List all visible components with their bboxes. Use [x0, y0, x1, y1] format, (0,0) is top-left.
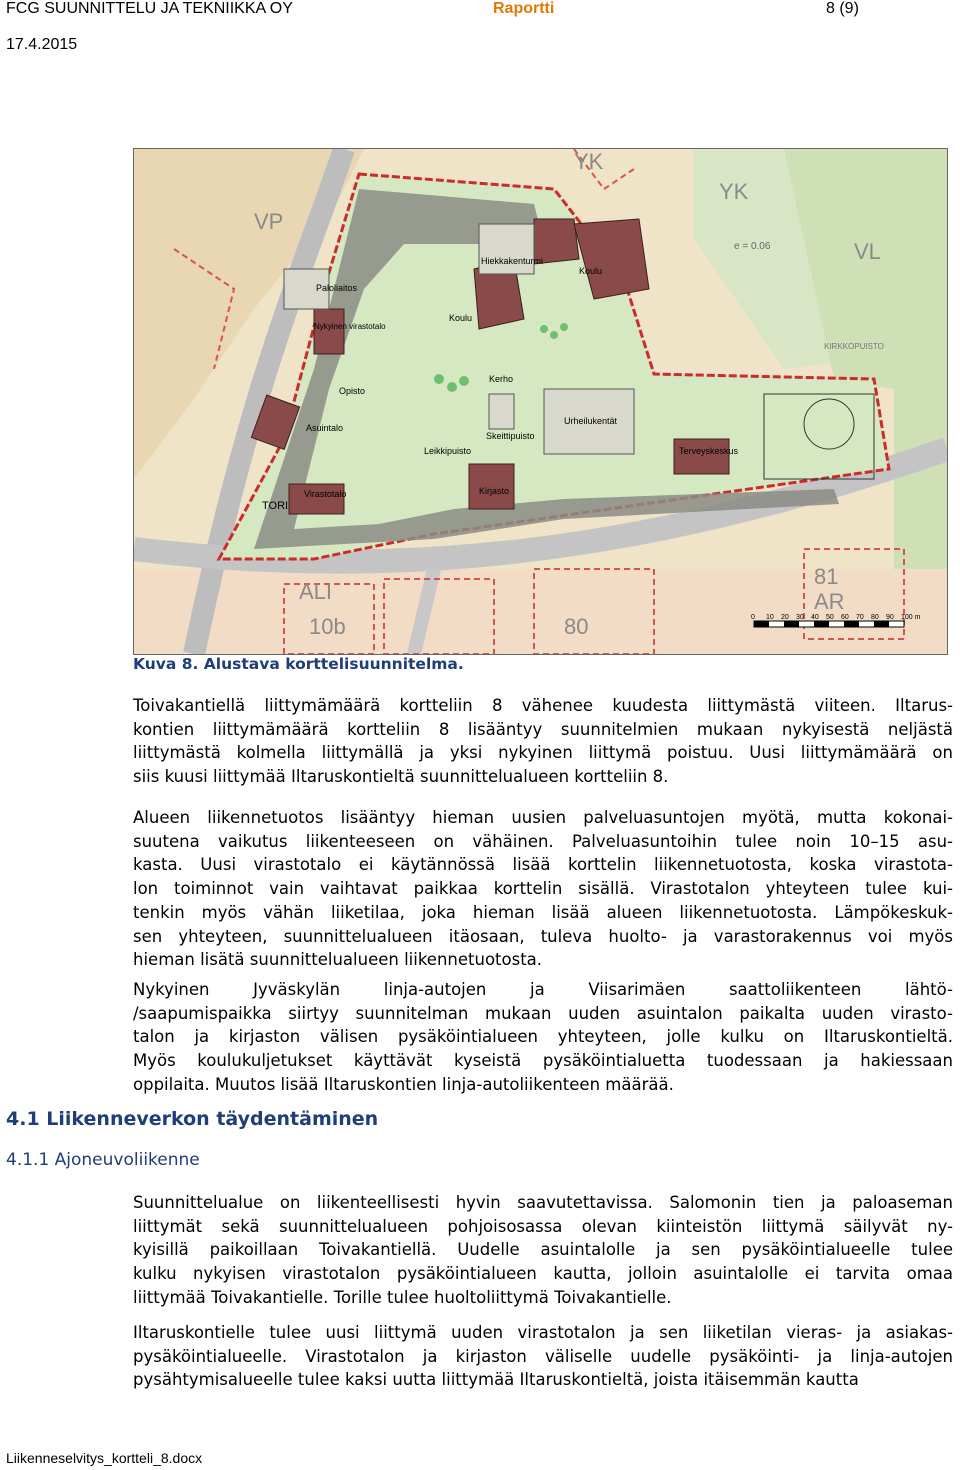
footer-filename: Liikenneselvitys_kortteli_8.docx	[6, 1450, 203, 1466]
map-label-ar: AR	[814, 589, 845, 614]
paragraph-1	[133, 694, 953, 789]
paragraph-line: Myös koulukuljetukset käyttävät kyseistä pysäköintialuetta tuodessaan ja hakiessaan	[133, 1051, 953, 1071]
map-label-koulu-2: Koulu	[449, 313, 473, 323]
map-label-nykyinen-virastotalo: Nykyinen virastotalo	[314, 322, 386, 331]
paragraph-line: Toivakantiellä liittymämäärä kortteliin 8 vähenee kuudesta liittymästä viiteen. Iltarus-	[133, 696, 953, 715]
scale-tick-label: 50	[826, 614, 834, 621]
header-date: 17.4.2015	[6, 36, 78, 53]
paragraph-line: talon ja kirjaston välisen pysäköintialueen yhteyteen, jolle kulku on Iltaruskontieltä.	[133, 1027, 953, 1047]
map-label-kirjasto: Kirjasto	[479, 486, 510, 496]
scale-tick-label: 10	[766, 614, 774, 621]
section-heading-4-1-1: 4.1.1 Ajoneuvoliikenne	[6, 1150, 200, 1170]
map-label-asuintalo: Asuintalo	[306, 423, 344, 433]
paragraph-3	[133, 978, 953, 1097]
map-label-80: 80	[564, 614, 589, 639]
map-label-leikkipuisto: Leikkipuisto	[424, 446, 472, 456]
scale-tick-label: 30	[796, 614, 804, 621]
scale-tick-label: 70	[856, 614, 864, 621]
paragraph-2	[133, 806, 953, 972]
paragraph-line: tenkin myös vähän liiketilaa, joka hieman lisää alueen liikennetuotosta. Lämpökeskuk-	[133, 902, 953, 922]
paragraph-4	[133, 1191, 953, 1310]
paragraph-line: lon toiminnot vain vaihtavat paikkaa korttelin sisällä. Virastotalon yhteyteen tulee kui-	[133, 879, 953, 899]
map-label-kerho: Kerho	[489, 374, 514, 384]
paragraph-line: kulku nykyisen virastotalon pysäköintialueen kautta, jolloin asuintalolle ei tarvita omaa	[133, 1264, 953, 1284]
scale-tick-label: 60	[841, 614, 849, 621]
paragraph-line: hieman lisätä suunnittelualueen liikennetuotosta.	[133, 950, 543, 970]
paragraph-line: kontien liittymämäärä kortteliin 8 lisääntyy suunnitelmien mukaan nykyisestä neljästä	[133, 719, 953, 739]
header-page-number: 8 (9)	[826, 0, 859, 17]
map-label-vl: VL	[854, 239, 881, 264]
map-label-81: 81	[814, 564, 839, 589]
map-label-vp: VP	[254, 209, 284, 234]
paragraph-line: oppilaita. Muutos lisää Iltaruskontien linja-autoliikenteen määrää.	[133, 1074, 674, 1094]
map-label-paloliaitos: Paloliaitos	[316, 283, 358, 293]
map-label-ali: ALI	[299, 579, 333, 604]
map-label-kirkkopuisto: KIRKKOPUISTO	[824, 342, 884, 351]
map-label-yk-2: YK	[719, 179, 749, 204]
header-title: Raportti	[493, 0, 555, 17]
paragraph-5	[133, 1321, 953, 1392]
map-label-terveyskeskus: Terveyskeskus	[679, 446, 739, 456]
paragraph-line: kyisillä paikoillaan Toivakantiellä. Uudelle asuintalolle ja sen pysäköintialueelle tulee	[133, 1240, 953, 1260]
paragraph-line: siis kuusi liittymää Iltaruskontieltä suunnittelualueen kortteliin 8.	[133, 767, 669, 787]
paragraph-line: pysähtymisalueelle tulee kaksi uutta liittymää Iltaruskontieltä, joista itäisemmän kautta	[133, 1370, 859, 1390]
paragraph-line: Iltaruskontielle tulee uusi liittymä uuden virastotalon ja sen liiketilan vieras- ja asiakas-	[133, 1323, 953, 1342]
map-label-yk-1: YK	[574, 149, 604, 174]
scale-tick-label: 40	[811, 614, 819, 621]
map-label-skeittipuisto: Skeittipuisto	[486, 431, 535, 441]
map-label-opisto: Opisto	[339, 386, 366, 396]
paragraph-line: Suunnittelualue on liikenteellisesti hyvin saavutettavissa. Salomonin tien ja paloaseman	[133, 1193, 953, 1212]
map-label-10b: 10b	[309, 614, 346, 639]
paragraph-line: liittymät sekä suunnittelualueen pohjoisosassa olevan kiinteistön liittymä säilyvät ny-	[133, 1216, 953, 1236]
paragraph-line: /saapumispaikka siirtyy suunnitelman mukaan uuden asuintalon paikalta uuden virasto-	[133, 1003, 953, 1023]
paragraph-line: kasta. Uusi virastotalo ei käytännössä lisää korttelin liikennetuotosta, koska virastota-	[133, 855, 953, 875]
header-company: FCG SUUNNITTELU JA TEKNIIKKA OY	[6, 0, 293, 17]
paragraph-line: Alueen liikennetuotos lisääntyy hieman uusien palveluasuntojen myötä, mutta kokonai-	[133, 808, 953, 827]
map-label-urheilukentat: Urheilukentät	[564, 416, 618, 426]
map-label-e006: e = 0.06	[734, 241, 771, 252]
site-plan-drawing	[134, 149, 947, 654]
map-label-tori: TORI	[262, 500, 289, 512]
paragraph-line: liittymästä kolmella liittymällä ja yksi nykyinen liittymä poistuu. Uusi liittymämäärä on	[133, 743, 953, 763]
paragraph-line: Nykyinen Jyväskylän linja-autojen ja Viisarimäen saattoliikenteen lähtö-	[133, 980, 953, 999]
paragraph-line: sen yhteyteen, suunnittelualueen itäosaan, tuleva huolto- ja varastorakennus voi myös	[133, 926, 953, 946]
paragraph-line: pysäköintialueelle. Virastotalon ja kirjaston väliselle uudelle pysäköinti- ja linja-autojen	[133, 1346, 953, 1366]
scale-tick-label: 90	[886, 614, 894, 621]
scale-tick-label: 80	[871, 614, 879, 621]
scale-tick-label: 100 m	[901, 614, 921, 621]
scale-tick-label: 20	[781, 614, 789, 621]
scale-tick-label: 0	[751, 614, 755, 621]
section-heading-4-1: 4.1 Liikenneverkon täydentäminen	[6, 1108, 379, 1130]
paragraph-line: suutena vaikutus liikenteeseen on vähäinen. Palveluasuntoihin tulee noin 10–15 asu-	[133, 831, 953, 851]
map-label-virastotalo: Virastotalo	[304, 489, 347, 499]
paragraph-line: liittymää Toivakantielle. Torille tulee huoltoliittymä Toivakantielle.	[133, 1287, 672, 1307]
map-label-koulu-1: Koulu	[579, 266, 603, 276]
figure-caption: Kuva 8. Alustava korttelisuunnitelma.	[133, 655, 464, 673]
site-plan-map	[133, 148, 948, 655]
map-label-hiekkakentta: Hiekkakenturmi	[481, 256, 544, 266]
